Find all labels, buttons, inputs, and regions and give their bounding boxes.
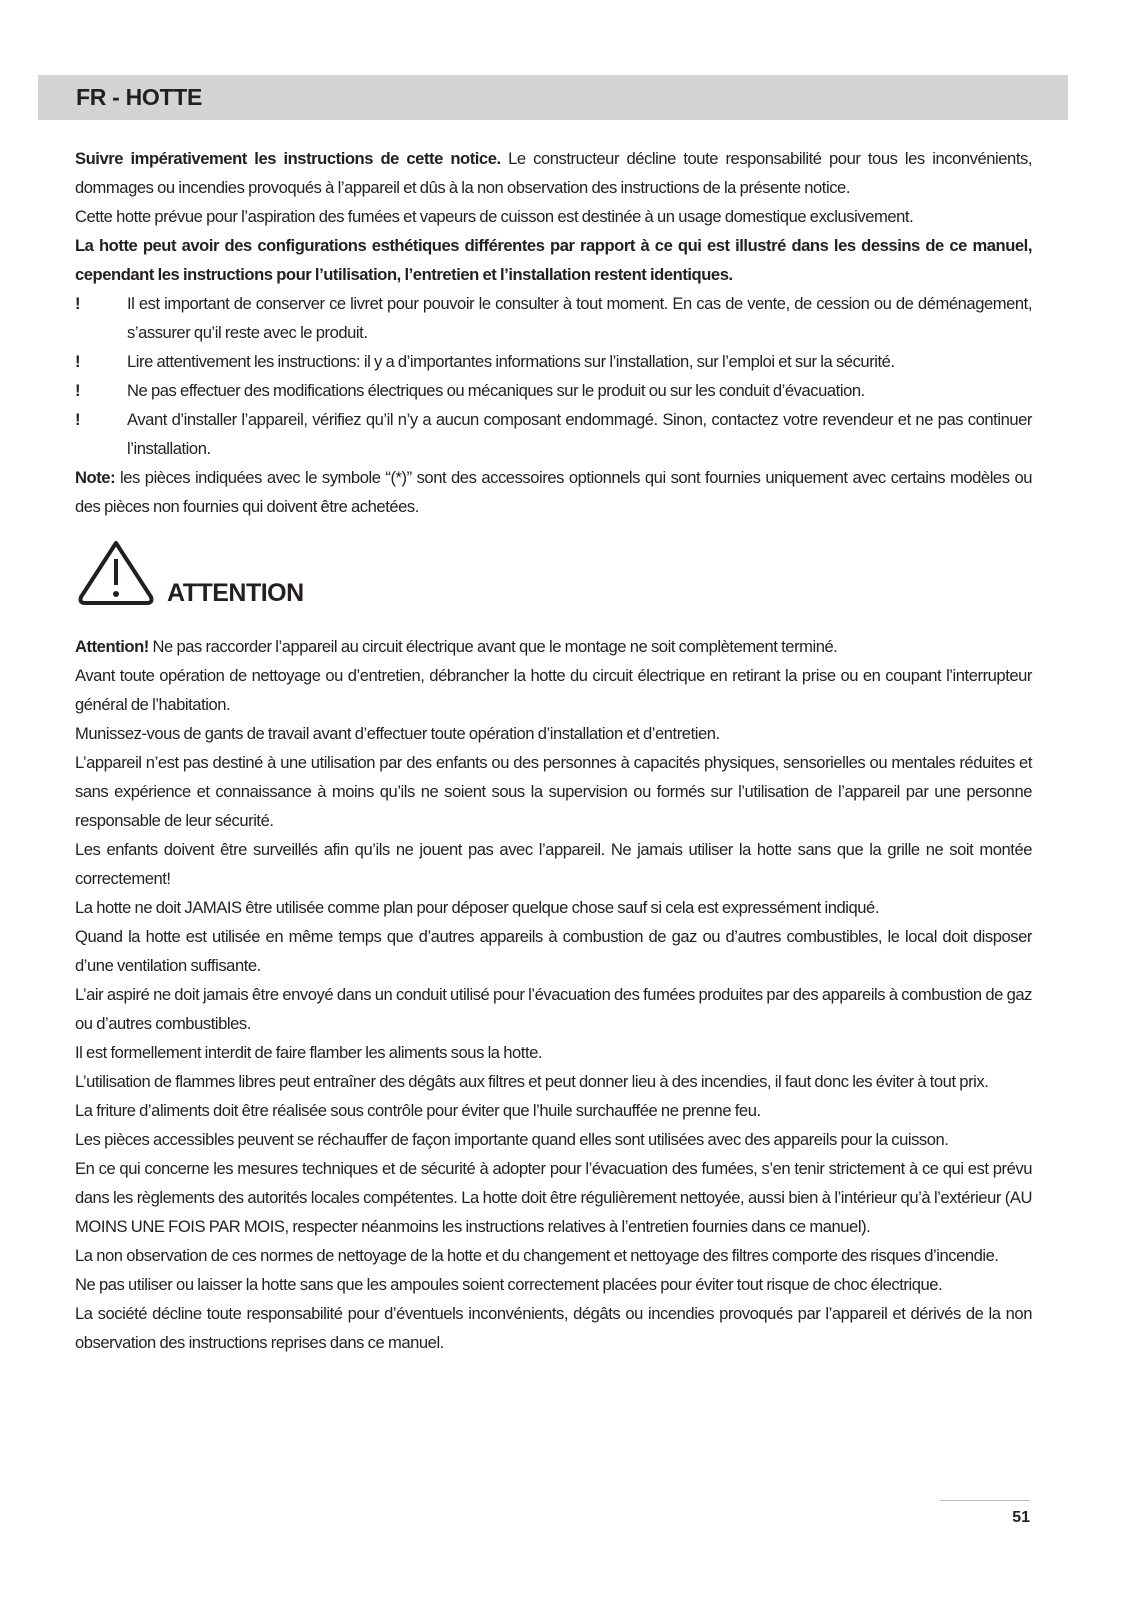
attention-paragraph <box>75 632 1032 661</box>
attention-paragraph: La hotte ne doit JAMAIS être utilisée comme plan pour déposer quelque chose sauf si cela est expressément indiqué. <box>75 898 880 917</box>
attention-heading <box>75 537 1032 632</box>
bullet-text: Il est important de conserver ce livret pour pouvoir le consulter à tout moment. En cas de vente, de cession ou de déménagement, s’assurer qu’il reste avec le produit. <box>127 294 1032 342</box>
bullet-item <box>75 405 1032 463</box>
document-body <box>75 144 1032 1357</box>
note-paragraph <box>75 463 1032 521</box>
bullet-text: Avant d’installer l’appareil, vérifiez qu’il n’y a aucun composant endommagé. Sinon, contactez votre revendeur et ne pas continuer l’installation. <box>127 410 1032 458</box>
attention-bold: Attention! <box>75 637 149 656</box>
note-label: Note: <box>75 468 116 487</box>
intro-paragraph <box>75 144 1032 202</box>
note-text: les pièces indiquées avec le symbole “(*)” sont des accessoires optionnels qui sont fournies uniquement avec certains modèles ou des pièces non fournies qui doivent être achetées. <box>75 468 1032 516</box>
attention-text: Ne pas raccorder l’appareil au circuit électrique avant que le montage ne soit complètement terminé. <box>148 637 838 656</box>
attention-paragraph: Les enfants doivent être surveillés afin qu’ils ne jouent pas avec l’appareil. Ne jamais utiliser la hotte sans que la grille ne soit montée correctement! <box>75 840 1032 888</box>
attention-paragraph: Munissez-vous de gants de travail avant d’effectuer toute opération d’installation et d’entretien. <box>75 724 720 743</box>
bullet-text: Lire attentivement les instructions: il y a d’importantes informations sur l’installation, sur l’emploi et sur la sécurité. <box>127 352 895 371</box>
bullet-text: Ne pas effectuer des modifications électriques ou mécaniques sur le produit ou sur les conduit d’évacuation. <box>127 381 865 400</box>
bullet-marker: ! <box>75 294 81 313</box>
attention-paragraph: En ce qui concerne les mesures techniques et de sécurité à adopter pour l’évacuation des fumées, s’en tenir strictement à ce qui est prévu dans les règlements des autorités locales compétentes. La hotte doit être régulièrement nettoyée, aussi bien à l’intérieur qu’à l’extérieur (AU MOINS UNE FOIS PAR MOIS, respecter néanmoins les instructions relatives à l’entretien fournies dans ce manuel). <box>75 1159 1032 1236</box>
bullet-item <box>75 289 1032 347</box>
intro-paragraph-bold: La hotte peut avoir des configurations esthétiques différentes par rapport à ce qui est illustré dans les dessins de ce manuel, cependant les instructions pour l’utilisation, l’entretien et l’installation restent identiques. <box>75 236 1032 284</box>
attention-paragraph: L’air aspiré ne doit jamais être envoyé dans un conduit utilisé pour l’évacuation des fumées produites par des appareils à combustion de gaz ou d’autres combustibles. <box>75 985 1032 1033</box>
bullet-marker: ! <box>75 410 81 429</box>
attention-paragraph: Il est formellement interdit de faire flamber les aliments sous la hotte. <box>75 1043 543 1062</box>
bullet-item <box>75 347 1032 376</box>
attention-title: ATTENTION <box>167 579 304 607</box>
page-title: FR - HOTTE <box>76 84 203 110</box>
section-header <box>38 75 1068 120</box>
intro-text: Le constructeur décline toute responsabilité pour tous les inconvénients, dommages ou incendies provoqués à l’appareil et dûs à la non observation des instructions de la présente notice. <box>75 149 1032 197</box>
attention-paragraph: Ne pas utiliser ou laisser la hotte sans que les ampoules soient correctement placées pour éviter tout risque de choc électrique. <box>75 1275 943 1294</box>
intro-bold: Suivre impérativement les instructions de cette notice. <box>75 149 501 168</box>
attention-paragraph: L’appareil n’est pas destiné à une utilisation par des enfants ou des personnes à capacités physiques, sensorielles ou mentales réduites et sans expérience et connaissance à moins qu’ils ne soient sous la supervision ou formés sur l’utilisation de l’appareil par une personne responsable de leur sécurité. <box>75 753 1032 830</box>
attention-paragraph: La non observation de ces normes de nettoyage de la hotte et du changement et nettoyage des filtres comporte des risques d’incendie. <box>75 1246 999 1265</box>
bullet-marker: ! <box>75 352 81 371</box>
attention-paragraph: Les pièces accessibles peuvent se réchauffer de façon importante quand elles sont utilisées avec des appareils pour la cuisson. <box>75 1130 949 1149</box>
page-number: 51 <box>940 1500 1030 1527</box>
bullet-item <box>75 376 1032 405</box>
intro-paragraph-2: Cette hotte prévue pour l’aspiration des fumées et vapeurs de cuisson est destinée à un usage domestique exclusivement. <box>75 207 914 226</box>
attention-paragraphs <box>75 661 1032 1357</box>
warning-triangle-icon <box>75 537 157 607</box>
attention-paragraph: La friture d’aliments doit être réalisée sous contrôle pour éviter que l’huile surchauffée ne prenne feu. <box>75 1101 761 1120</box>
attention-paragraph: La société décline toute responsabilité pour d’éventuels inconvénients, dégâts ou incendies provoqués par l’appareil et dérivés de la non observation des instructions reprises dans ce manuel. <box>75 1304 1032 1352</box>
bullet-marker: ! <box>75 381 81 400</box>
attention-paragraph: Avant toute opération de nettoyage ou d’entretien, débrancher la hotte du circuit électrique en retirant la prise ou en coupant l’interrupteur général de l’habitation. <box>75 666 1032 714</box>
attention-paragraph: Quand la hotte est utilisée en même temps que d’autres appareils à combustion de gaz ou d’autres combustibles, le local doit disposer d’une ventilation suffisante. <box>75 927 1032 975</box>
attention-paragraph: L’utilisation de flammes libres peut entraîner des dégâts aux filtres et peut donner lieu à des incendies, il faut donc les éviter à tout prix. <box>75 1072 989 1091</box>
